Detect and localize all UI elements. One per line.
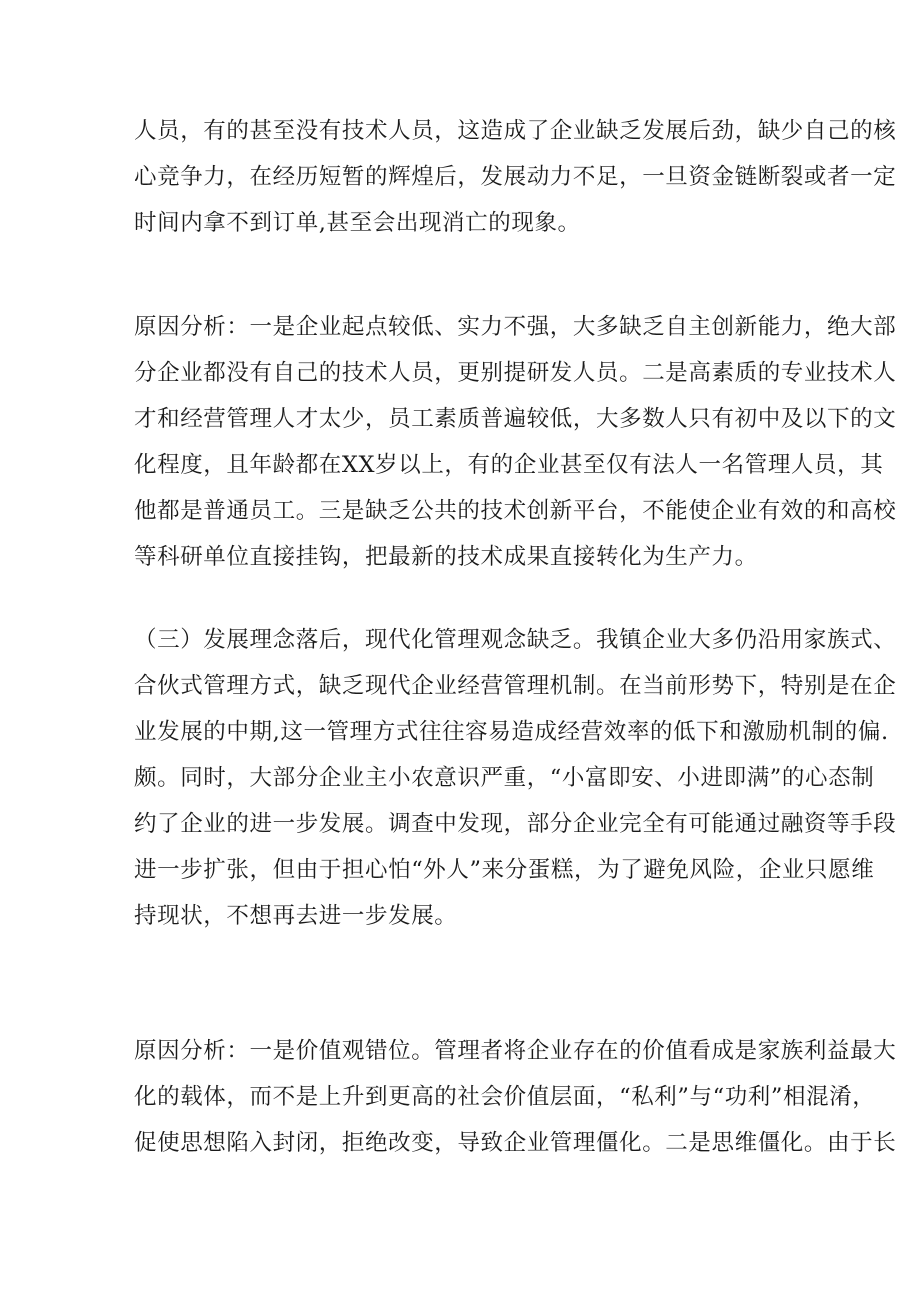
text-line: 等科研单位直接挂钩，把最新的技术成果直接转化为生产力。 [134, 544, 758, 570]
paragraph-cause-analysis-1 [134, 304, 897, 580]
text-line: 促使思想陷入封闭，拒绝改变，导致企业管理僵化。二是思维僵化。由于长 [134, 1130, 897, 1156]
text-line: 约了企业的进一步发展。调查中发现，部分企业完全有可能通过融资等手段 [134, 811, 897, 837]
text-line: 他都是普通员工。三是缺乏公共的技术创新平台，不能使企业有效的和高校 [134, 498, 897, 524]
text-line: 原因分析：一是企业起点较低、实力不强，大多缺乏自主创新能力，绝大部 [134, 314, 897, 340]
paragraph-cause-analysis-2 [134, 1028, 897, 1166]
text-line: 化程度，且年龄都在XX岁以上，有的企业甚至仅有法人一名管理人员，其 [134, 452, 884, 478]
text-line: 人员，有的甚至没有技术人员，这造成了企业缺乏发展后劲，缺少自己的核 [134, 118, 897, 144]
text-line: 颇。同时，大部分企业主小农意识严重，“小富即安、小进即满”的心态制 [134, 765, 875, 791]
text-line: 持现状，不想再去进一步发展。 [134, 903, 458, 929]
text-line: 心竞争力，在经历短暂的辉煌后，发展动力不足，一旦资金链断裂或者一定 [134, 164, 897, 190]
text-line: （三）发展理念落后，现代化管理观念缺乏。我镇企业大多仍沿用家族式、 [134, 627, 897, 653]
text-line: 才和经营管理人才太少，员工素质普遍较低，大多数人只有初中及以下的文 [134, 406, 897, 432]
text-line: 分企业都没有自己的技术人员，更别提研发人员。二是高素质的专业技术人 [134, 360, 897, 386]
text-line: 进一步扩张，但由于担心怕“外人”来分蛋糕，为了避免风险，企业只愿维 [134, 857, 875, 883]
text-line: 原因分析：一是价值观错位。管理者将企业存在的价值看成是家族利益最大 [134, 1038, 897, 1064]
text-line: 时间内拿不到订单,甚至会出现消亡的现象。 [134, 210, 581, 236]
paragraph-section-3 [134, 617, 897, 939]
text-line: 合伙式管理方式，缺乏现代企业经营管理机制。在当前形势下，特别是在企 [134, 673, 897, 699]
text-line: 化的载体，而不是上升到更高的社会价值层面，“私利”与“功利”相混淆， [134, 1084, 876, 1110]
paragraph-continuation [134, 108, 897, 246]
text-line: 业发展的中期,这一管理方式往往容易造成经营效率的低下和激励机制的偏. [134, 719, 889, 745]
